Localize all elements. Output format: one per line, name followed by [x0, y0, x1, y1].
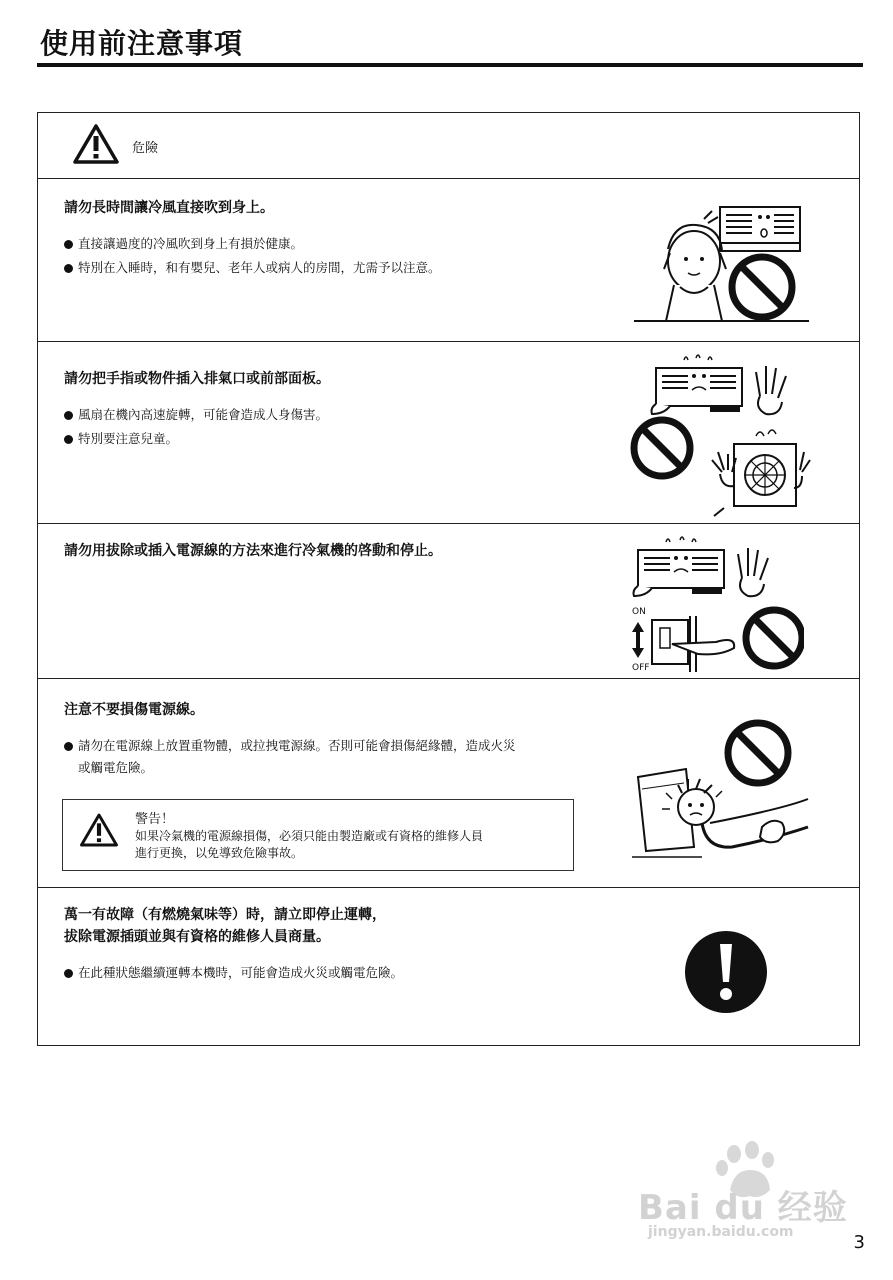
- bullet-list: [64, 962, 403, 986]
- caution-frame: [37, 112, 860, 1046]
- section-heading-line2: 拔除電源插頭並與有資格的維修人員商量。: [64, 929, 330, 945]
- section-cold-wind: [38, 179, 859, 342]
- bullet-text-line1: 請勿在電源線上放置重物體，或拉拽電源線。否則可能會損傷絕緣體，造成火災: [78, 738, 516, 753]
- section-heading: 請勿長時間讓冷風直接吹到身上。: [64, 200, 274, 216]
- warning-title: 警告！: [135, 812, 175, 827]
- section-power-cord-switch: [38, 524, 859, 679]
- list-item: [64, 735, 516, 779]
- list-item: 直接讓過度的冷風吹到身上有損於健康。: [64, 233, 441, 255]
- page-title: 使用前注意事項: [40, 27, 244, 60]
- cold-wind-person-icon: [634, 199, 809, 329]
- warning-body-line2: 進行更換，以免導致危險事故。: [135, 846, 304, 860]
- watermark-logo-text: Bai du 经验: [638, 1188, 848, 1228]
- list-item: 風扇在機內高速旋轉，可能會造成人身傷害。: [64, 404, 328, 426]
- list-item: 在此種狀態繼續運轉本機時，可能會造成火災或觸電危險。: [64, 962, 403, 984]
- mandatory-exclamation-icon: [684, 930, 768, 1014]
- list-item: 特別要注意兒童。: [64, 428, 328, 450]
- watermark: [630, 1140, 850, 1250]
- danger-label: 危險: [132, 141, 159, 156]
- watermark-url: jingyan.baidu.com: [648, 1224, 794, 1240]
- title-rule: [37, 63, 863, 67]
- section-no-fingers: [38, 342, 859, 524]
- warning-triangle-icon: [79, 812, 119, 848]
- warning-box: [62, 799, 574, 871]
- bullet-list: [64, 735, 516, 781]
- section-heading-line1: 萬一有故障（有燃燒氣味等）時，請立即停止運轉，: [64, 907, 386, 923]
- bullet-list: [64, 233, 441, 281]
- switch-on-label: ON: [632, 607, 646, 617]
- section-heading: [64, 904, 386, 948]
- list-item: 特別在入睡時，和有嬰兒、老年人或病人的房間，尤需予以注意。: [64, 257, 441, 279]
- cord-pull-hazard-icon: [632, 719, 812, 859]
- fan-hazard-icon: [630, 348, 820, 518]
- section-heading: 請勿把手指或物件插入排氣口或前部面板。: [64, 371, 330, 387]
- page-number: 3: [853, 1232, 865, 1253]
- bullet-text-line2: 或觸電危險。: [78, 760, 154, 775]
- switch-off-label: OFF: [632, 663, 650, 672]
- section-malfunction: [38, 888, 859, 1047]
- section-heading: 請勿用拔除或插入電源線的方法來進行冷氣機的啓動和停止。: [64, 543, 442, 559]
- bullet-list: [64, 404, 328, 452]
- warning-triangle-icon: [72, 123, 120, 165]
- warning-body: [135, 828, 555, 862]
- section-cord-damage: [38, 679, 859, 888]
- warning-body-line1: 如果冷氣機的電源線損傷，必須只能由製造廠或有資格的維修人員: [135, 829, 484, 843]
- plug-switch-prohibited-icon: [624, 530, 804, 672]
- section-heading: 注意不要損傷電源線。: [64, 702, 204, 718]
- danger-header: [38, 113, 859, 179]
